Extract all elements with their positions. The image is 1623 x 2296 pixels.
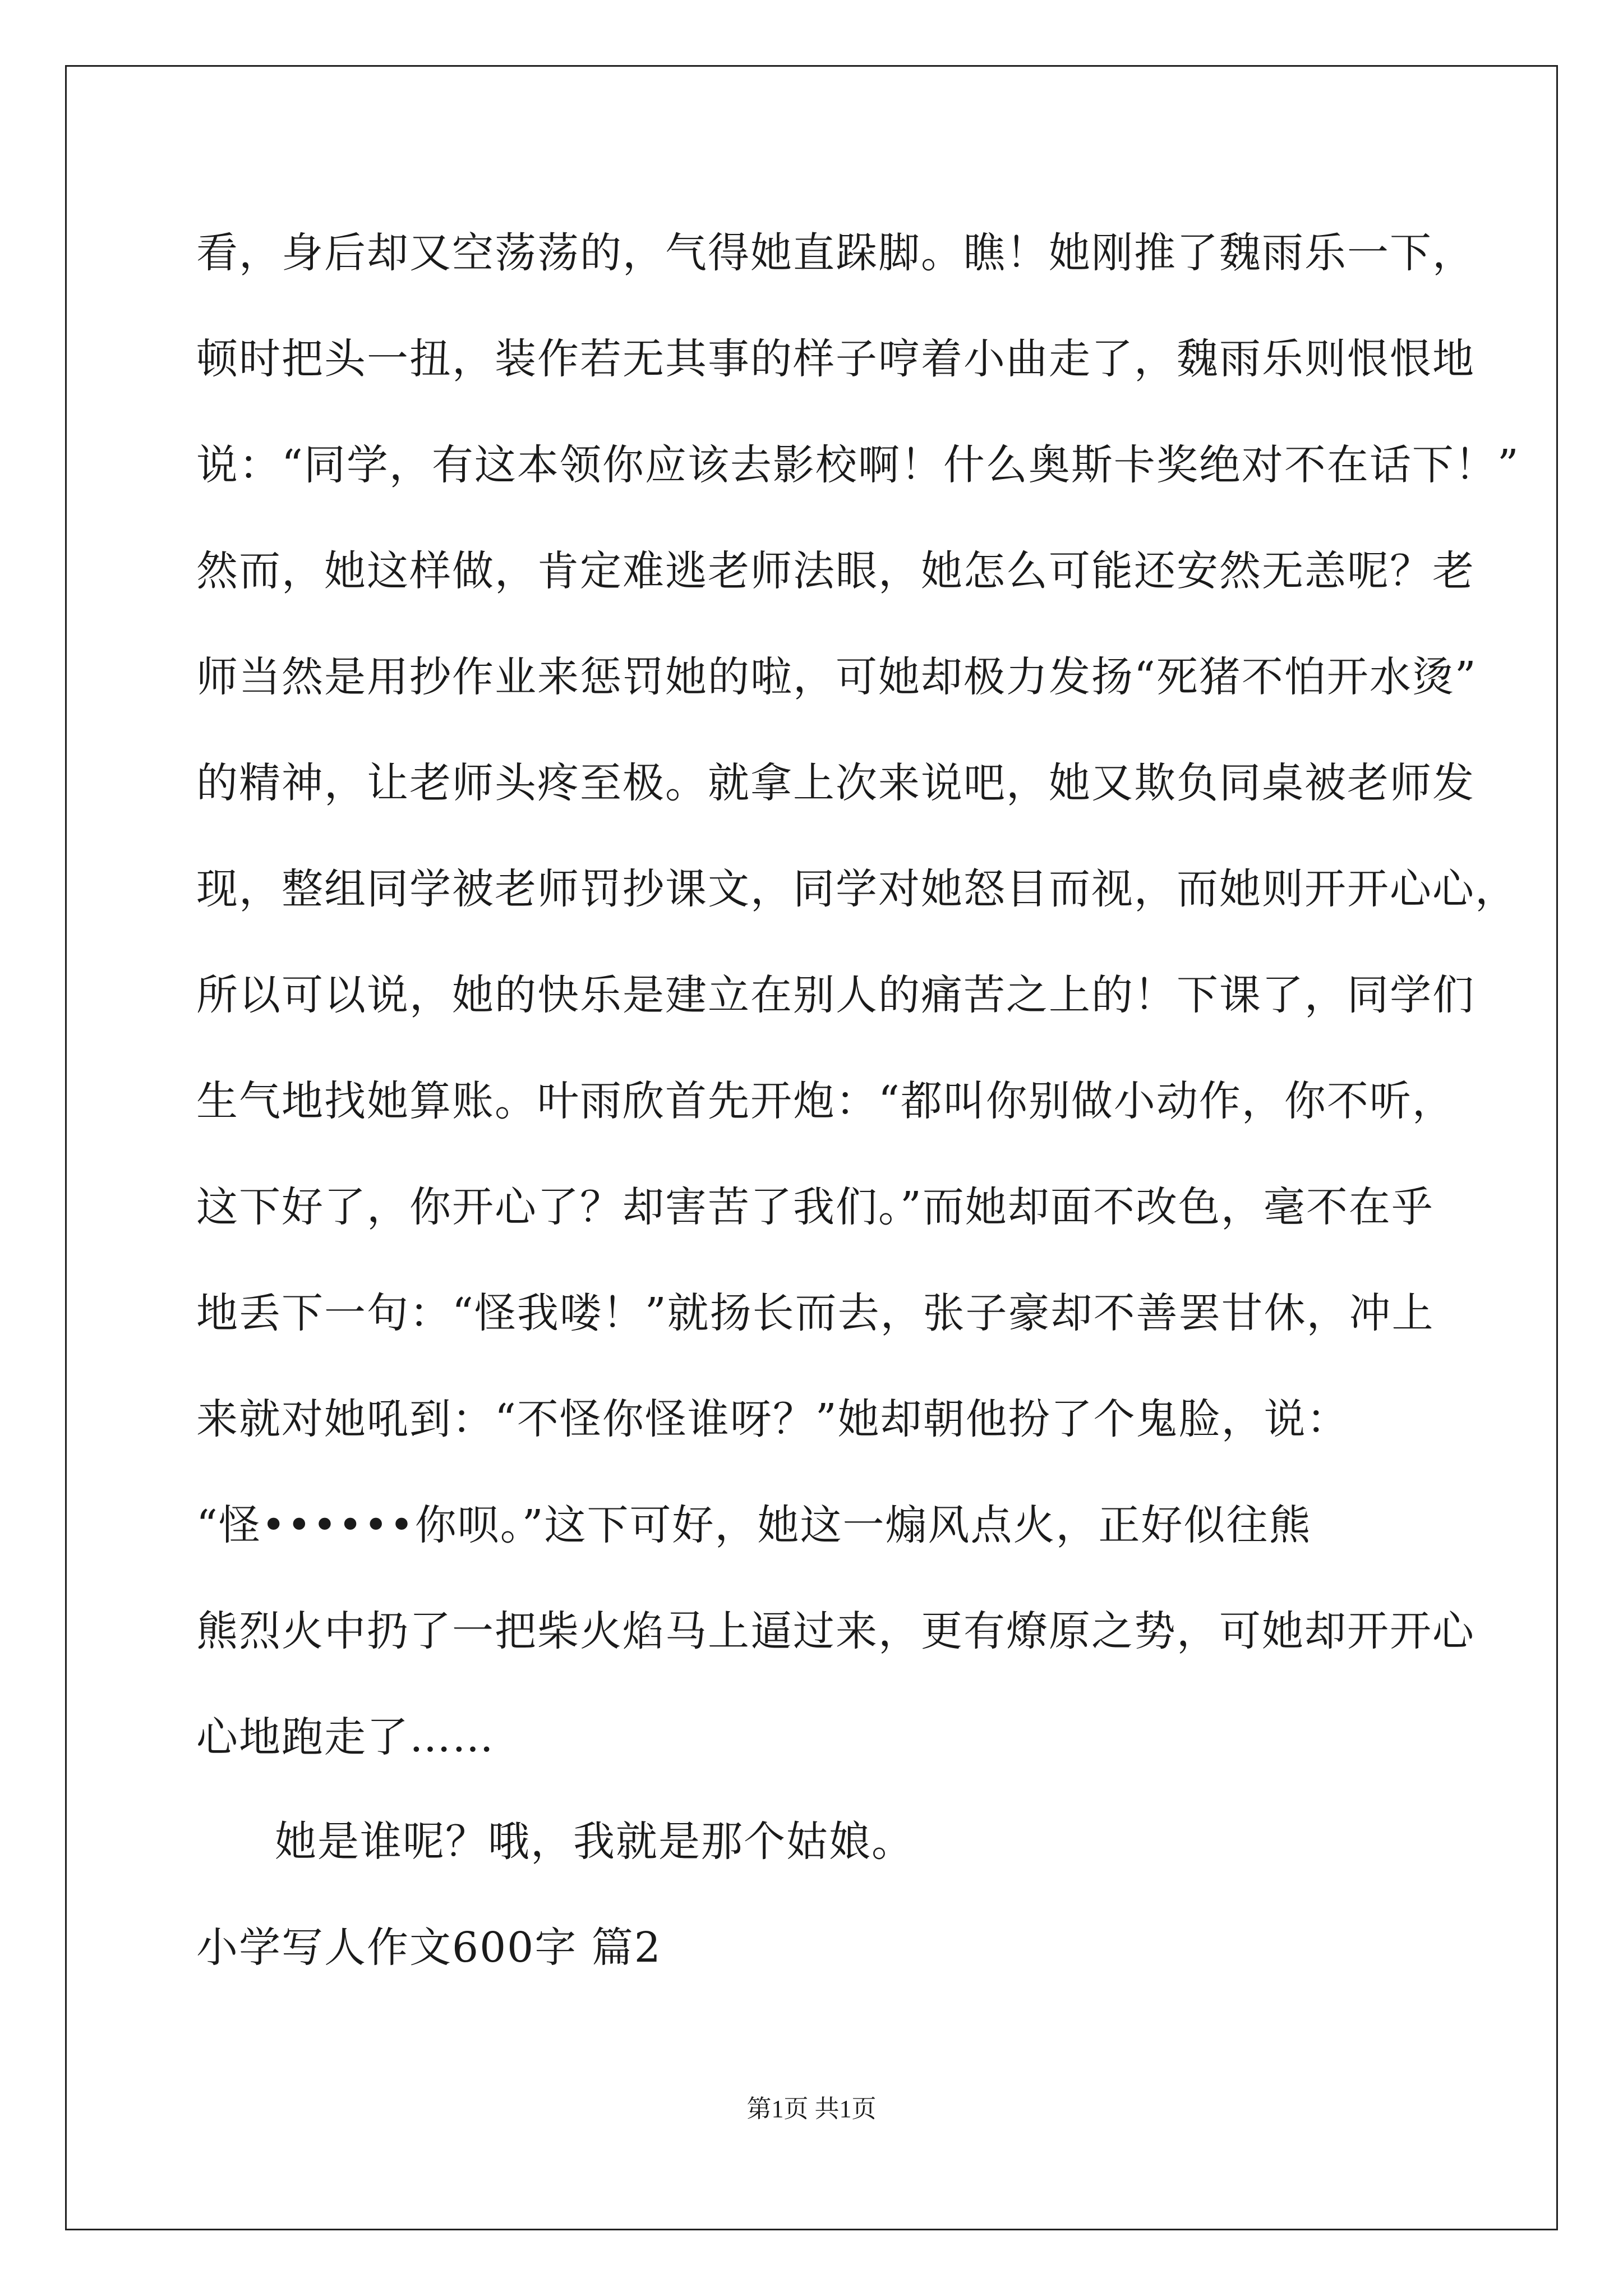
body-line: 地丢下一句：“怪我喽！”就扬长而去，张子豪却不善罢甘休，冲上 <box>196 1289 1435 1337</box>
page-border <box>65 65 1558 2230</box>
body-line: 现，整组同学被老师罚抄课文，同学对她怒目而视，而她则开开心心， <box>196 865 1518 913</box>
body-line: “怪••••••你呗。”这下可好，她这一煽风点火，正好似往熊 <box>196 1501 1312 1549</box>
body-line: 心地跑走了…… <box>196 1713 495 1761</box>
body-line: 看，身后却又空荡荡的，气得她直跺脚。瞧！她刚推了魏雨乐一下， <box>196 229 1475 277</box>
body-line: 师当然是用抄作业来惩罚她的啦，可她却极力发扬“死猪不怕开水烫” <box>196 653 1477 701</box>
body-line: 顿时把头一扭，装作若无其事的样子哼着小曲走了，魏雨乐则恨恨地 <box>196 335 1475 383</box>
closing-paragraph: 她是谁呢？哦，我就是那个姑娘。 <box>275 1818 914 1866</box>
body-line: 的精神，让老师头疼至极。就拿上次来说吧，她又欺负同桌被老师发 <box>196 759 1475 807</box>
page-footer: 第1页 共1页 <box>746 2095 877 2123</box>
body-line: 生气地找她算账。叶雨欣首先开炮：“都叫你别做小动作，你不听， <box>196 1077 1455 1125</box>
body-line: 熊烈火中扔了一把柴火焰马上逼过来，更有燎原之势，可她却开开心 <box>196 1607 1475 1655</box>
body-line: 来就对她吼到：“不怪你怪谁呀？”她却朝他扮了个鬼脸，说： <box>196 1395 1349 1443</box>
body-line: 说：“同学，有这本领你应该去影校啊！什么奥斯卡奖绝对不在话下！” <box>196 441 1520 489</box>
body-line: 这下好了，你开心了？却害苦了我们。”而她却面不改色，毫不在乎 <box>196 1183 1434 1231</box>
section-heading: 小学写人作文600字 篇2 <box>196 1924 662 1972</box>
body-line: 然而，她这样做，肯定难逃老师法眼，她怎么可能还安然无恙呢？老 <box>196 547 1475 595</box>
body-line: 所以可以说，她的快乐是建立在别人的痛苦之上的！下课了，同学们 <box>196 971 1475 1019</box>
